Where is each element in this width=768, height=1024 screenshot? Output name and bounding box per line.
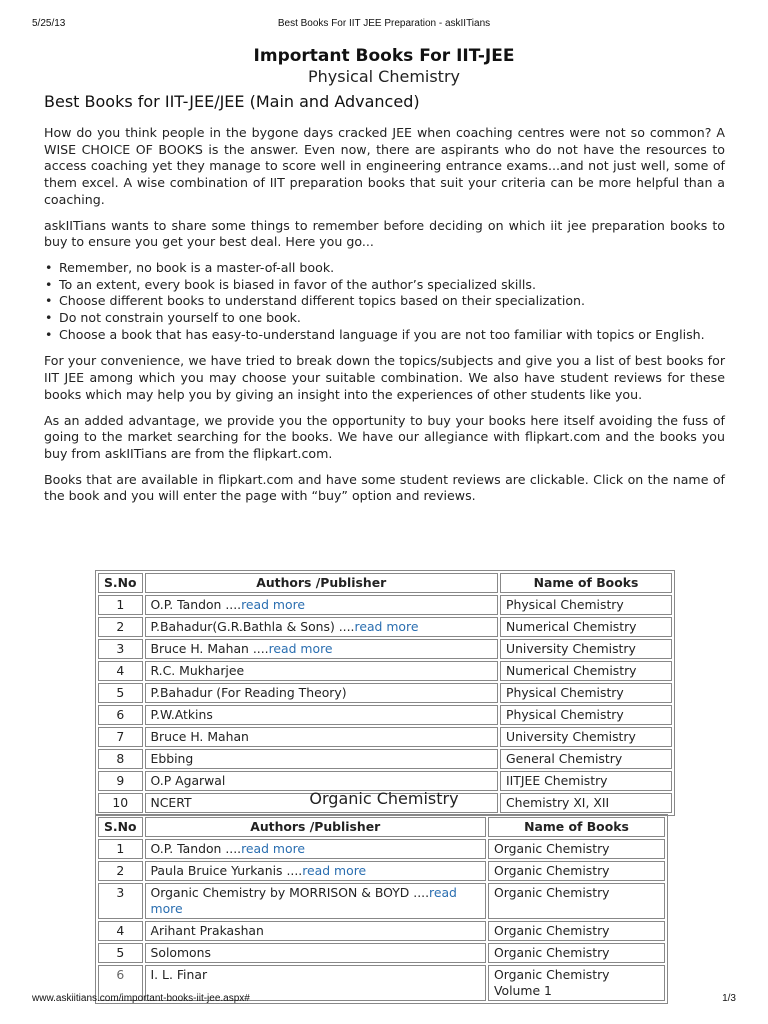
table-row xyxy=(98,661,672,681)
author-name: Paula Bruice Yurkanis .... xyxy=(150,863,303,878)
row-number: 1 xyxy=(98,839,143,859)
table-header-row xyxy=(98,573,672,593)
author-name: Organic Chemistry by MORRISON & BOYD .... xyxy=(150,885,430,900)
book-name: Organic Chemistry xyxy=(488,883,665,919)
article-body xyxy=(44,125,725,514)
table-row xyxy=(98,727,672,747)
table-row xyxy=(98,921,665,941)
table-row xyxy=(98,839,665,859)
list-item: • Choose a book that has easy-to-understand language if you are not too familiar with topics or English. xyxy=(59,327,725,344)
info-paragraph: As an added advantage, we provide you the opportunity to buy your books here itself avoiding the fuss of going to the market searching for the books. We have our allegiance with flipkart.com and the books you buy from askIITians are from the flipkart.com. xyxy=(44,412,725,461)
list-item: • Do not constrain yourself to one book. xyxy=(59,310,725,327)
table-row xyxy=(98,771,672,791)
author-cell xyxy=(145,595,498,615)
table-row xyxy=(98,705,672,725)
author-cell xyxy=(145,683,498,703)
row-number: 4 xyxy=(98,661,143,681)
author-name: R.C. Mukharjee xyxy=(150,663,245,678)
read-more-link[interactable]: read more xyxy=(268,641,333,656)
book-name: Organic Chemistry xyxy=(488,921,665,941)
column-header-book: Name of Books xyxy=(500,573,672,593)
book-name: Organic Chemistry xyxy=(488,943,665,963)
section-subtitle: Physical Chemistry xyxy=(307,67,460,86)
author-cell xyxy=(145,921,486,941)
author-cell xyxy=(145,943,486,963)
column-header-author: Authors /Publisher xyxy=(145,817,486,837)
organic-books-table xyxy=(95,814,668,1004)
author-name: P.W.Atkins xyxy=(150,707,213,722)
column-header-book: Name of Books xyxy=(488,817,665,837)
author-cell xyxy=(145,839,486,859)
book-name: Numerical Chemistry xyxy=(500,661,672,681)
row-number: 2 xyxy=(98,861,143,881)
author-cell xyxy=(145,883,486,919)
table-row xyxy=(98,617,672,637)
list-item: • Remember, no book is a master-of-all book. xyxy=(59,260,725,277)
read-more-link[interactable]: read more xyxy=(241,841,306,856)
table-row xyxy=(98,883,665,919)
print-date: 5/25/13 xyxy=(32,18,66,29)
organic-heading: Organic Chemistry xyxy=(309,789,459,808)
book-name: IITJEE Chemistry xyxy=(500,771,672,791)
book-name: Chemistry XI, XII xyxy=(500,793,672,813)
author-cell xyxy=(145,727,498,747)
table-header-row xyxy=(98,817,665,837)
row-number: 4 xyxy=(98,921,143,941)
author-cell xyxy=(145,661,498,681)
table-row xyxy=(98,861,665,881)
intro-paragraph: askIITians wants to share some things to remember before deciding on which iit jee preparation books to buy to ensure you get your best deal. Here you go... xyxy=(44,217,725,250)
row-number: 3 xyxy=(98,883,143,919)
column-header-sno: S.No xyxy=(98,573,143,593)
book-name: University Chemistry xyxy=(500,639,672,659)
book-name: Organic Chemistry xyxy=(488,839,665,859)
table-row xyxy=(98,749,672,769)
row-number: 2 xyxy=(98,617,143,637)
row-number: 6 xyxy=(98,965,143,1001)
table-row xyxy=(98,639,672,659)
author-name: Bruce H. Mahan .... xyxy=(150,641,269,656)
footer-url: www.askiitians.com/important-books-iit-jee.aspx# xyxy=(32,993,250,1004)
author-cell xyxy=(145,771,498,791)
book-name: General Chemistry xyxy=(500,749,672,769)
author-name: Bruce H. Mahan xyxy=(150,729,249,744)
table-row xyxy=(98,683,672,703)
column-header-author: Authors /Publisher xyxy=(145,573,498,593)
author-name: Solomons xyxy=(150,945,211,960)
page-number: 1/3 xyxy=(722,993,736,1004)
physical-books-table xyxy=(95,570,675,816)
list-item: • Choose different books to understand different topics based on their specialization. xyxy=(59,293,725,310)
info-paragraph: Books that are available in flipkart.com and have some student reviews are clickable. Click on the name of the book and you will enter the page with “buy” option and reviews. xyxy=(44,471,725,504)
read-more-link[interactable]: read more xyxy=(354,619,419,634)
book-name: Organic Chemistry xyxy=(488,861,665,881)
row-number: 10 xyxy=(98,793,143,813)
author-name: O.P. Tandon .... xyxy=(150,597,242,612)
row-number: 9 xyxy=(98,771,143,791)
page-title: Important Books For IIT-JEE xyxy=(253,46,515,66)
book-name: Physical Chemistry xyxy=(500,705,672,725)
read-more-link[interactable]: read more xyxy=(150,885,457,916)
author-cell xyxy=(145,639,498,659)
author-name: I. L. Finar xyxy=(150,967,208,982)
row-number: 6 xyxy=(98,705,143,725)
book-name: Organic Chemistry Volume 1 xyxy=(488,965,665,1001)
author-name: NCERT xyxy=(150,795,192,810)
table-row xyxy=(98,595,672,615)
author-name: Arihant Prakashan xyxy=(150,923,264,938)
print-page-title: Best Books For IIT JEE Preparation - askIITians xyxy=(277,18,491,29)
row-number: 5 xyxy=(98,683,143,703)
book-name: Numerical Chemistry xyxy=(500,617,672,637)
table-row xyxy=(98,943,665,963)
author-cell xyxy=(145,617,498,637)
book-name: Physical Chemistry xyxy=(500,683,672,703)
read-more-link[interactable]: read more xyxy=(302,863,367,878)
author-cell xyxy=(145,861,486,881)
intro-paragraph: How do you think people in the bygone days cracked JEE when coaching centres were not so common? A WISE CHOICE OF BOOKS is the answer. Even now, there are aspirants who do not have the resources to access coaching yet they manage to score well in engineering entrance exams...and not just well, some of them excel. A wise combination of IIT preparation books that suit your criteria can be more helpful than a coaching. xyxy=(44,125,725,207)
list-item: • To an extent, every book is biased in favor of the author’s specialized skills. xyxy=(59,277,725,294)
main-heading: Best Books for IIT-JEE/JEE (Main and Advanced) xyxy=(44,92,420,111)
row-number: 7 xyxy=(98,727,143,747)
organic-table-body xyxy=(98,839,665,1001)
author-cell xyxy=(145,705,498,725)
physical-table-body xyxy=(98,595,672,813)
author-name: P.Bahadur(G.R.Bathla & Sons) .... xyxy=(150,619,355,634)
author-name: O.P Agarwal xyxy=(150,773,226,788)
book-name: Physical Chemistry xyxy=(500,595,672,615)
column-header-sno: S.No xyxy=(98,817,143,837)
author-name: O.P. Tandon .... xyxy=(150,841,242,856)
author-name: P.Bahadur (For Reading Theory) xyxy=(150,685,347,700)
book-name: University Chemistry xyxy=(500,727,672,747)
tips-list xyxy=(44,260,725,344)
row-number: 5 xyxy=(98,943,143,963)
info-paragraph: For your convenience, we have tried to break down the topics/subjects and give you a list of best books for IIT JEE among which you may choose your suitable combination. We also have student reviews for these books which may help you by giving an insight into the experiences of other students like you. xyxy=(44,353,725,402)
read-more-link[interactable]: read more xyxy=(241,597,306,612)
row-number: 1 xyxy=(98,595,143,615)
author-cell xyxy=(145,749,498,769)
row-number: 8 xyxy=(98,749,143,769)
author-name: Ebbing xyxy=(150,751,194,766)
row-number: 3 xyxy=(98,639,143,659)
